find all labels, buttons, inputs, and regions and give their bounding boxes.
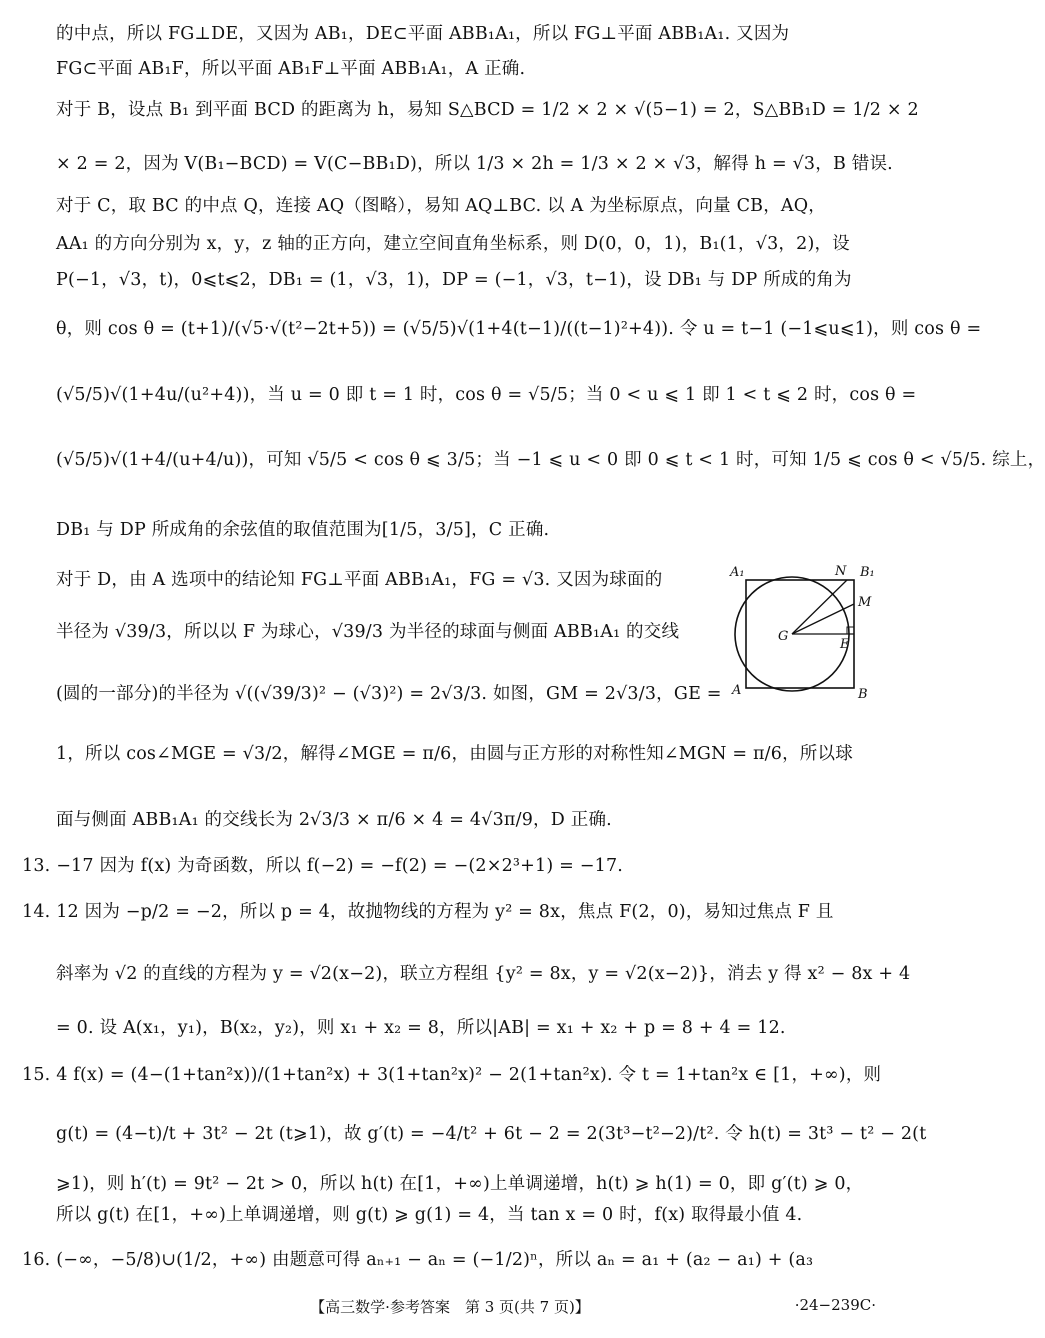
text-line-18: 14. 12 因为 −p/2 = −2，所以 p = 4，故抛物线的方程为 y² = 8x，焦点 F(2，0)，易知过焦点 F 且 [22, 902, 834, 922]
text-line-15: 1，所以 cos∠MGE = √3/2，解得∠MGE = π/6，由圆与正方形的对称性知∠MGN = π/6，所以球 [56, 744, 853, 764]
label-N: N [835, 564, 847, 579]
text-line-12: 对于 D，由 A 选项中的结论知 FG⊥平面 ABB₁A₁，FG = √3. 又因为球面的 [56, 570, 663, 590]
label-E: E [840, 637, 850, 652]
footer-code: ·24−239C· [794, 1296, 876, 1314]
text-line-17: 13. −17 因为 f(x) 为奇函数，所以 f(−2) = −f(2) = −(2×2³+1) = −17. [22, 856, 624, 876]
text-line-4: × 2 = 2，因为 V(B₁−BCD) = V(C−BB₁D)，所以 1/3 × 2h = 1/3 × 2 × √3，解得 h = √3，B 错误. [56, 154, 893, 174]
text-line-24: 所以 g(t) 在[1，+∞)上单调递增，则 g(t) ⩾ g(1) = 4，当 tan x = 0 时，f(x) 取得最小值 4. [56, 1205, 803, 1225]
label-A: A [732, 683, 742, 698]
text-line-11: DB₁ 与 DP 所成角的余弦值的取值范围为[1/5，3/5]，C 正确. [56, 520, 550, 540]
text-line-23: ⩾1)，则 h′(t) = 9t² − 2t > 0，所以 h(t) 在[1，+∞)上单调递增，h(t) ⩾ h(1) = 0，即 g′(t) ⩾ 0， [56, 1174, 864, 1194]
page-footer [0, 1296, 900, 1320]
text-line-10: (√5/5)√(1+4/(u+4/u))，可知 √5/5 < cos θ ⩽ 3/5；当 −1 ⩽ u < 0 即 0 ⩽ t < 1 时，可知 1/5 ⩽ cos θ < √5/5. 综上， [56, 450, 1045, 470]
sphere-section-figure [728, 562, 888, 702]
text-line-16: 面与侧面 ABB₁A₁ 的交线长为 2√3/3 × π/6 × 4 = 4√3π/9，D 正确. [56, 810, 612, 830]
text-line-20: = 0. 设 A(x₁，y₁)，B(x₂，y₂)，则 x₁ + x₂ = 8，所以|AB| = x₁ + x₂ + p = 8 + 4 = 12. [56, 1018, 786, 1038]
text-line-21: 15. 4 f(x) = (4−(1+tan²x))/(1+tan²x) + 3(1+tan²x)² − 2(1+tan²x). 令 t = 1+tan²x ∈ [1，+∞)，则 [22, 1065, 882, 1085]
label-M: M [858, 595, 872, 610]
text-line-13: 半径为 √39/3，所以以 F 为球心，√39/3 为半径的球面与侧面 ABB₁A₁ 的交线 [56, 622, 680, 642]
text-line-6: AA₁ 的方向分别为 x，y，z 轴的正方向，建立空间直角坐标系，则 D(0，0，1)，B₁(1，√3，2)，设 [56, 234, 850, 254]
text-line-7: P(−1，√3，t)，0⩽t⩽2，DB₁ = (1，√3，1)，DP = (−1，√3，t−1)，设 DB₁ 与 DP 所成的角为 [56, 270, 852, 290]
text-line-5: 对于 C，取 BC 的中点 Q，连接 AQ（图略），易知 AQ⊥BC. 以 A 为坐标原点，向量 CB，AQ， [56, 196, 827, 216]
text-line-25: 16. (−∞，−5/8)∪(1/2，+∞) 由题意可得 aₙ₊₁ − aₙ = (−1/2)ⁿ，所以 aₙ = a₁ + (a₂ − a₁) + (a₃ [22, 1250, 814, 1270]
label-B1: B₁ [860, 565, 875, 580]
text-line-22: g(t) = (4−t)/t + 3t² − 2t (t⩾1)，故 g′(t) = −4/t² + 6t − 2 = 2(3t³−t²−2)/t². 令 h(t) = 3t³ − t² − 2(t [56, 1124, 927, 1144]
text-line-19: 斜率为 √2 的直线的方程为 y = √2(x−2)，联立方程组 {y² = 8x，y = √2(x−2)}，消去 y 得 x² − 8x + 4 [56, 964, 911, 984]
label-G: G [778, 629, 789, 644]
text-line-8: θ，则 cos θ = (t+1)/(√5·√(t²−2t+5)) = (√5/5)√(1+4(t−1)/((t−1)²+4)). 令 u = t−1 (−1⩽u⩽1)，则 cos θ = [56, 319, 982, 339]
text-line-9: (√5/5)√(1+4u/(u²+4))，当 u = 0 即 t = 1 时，cos θ = √5/5；当 0 < u ⩽ 1 即 1 < t ⩽ 2 时，cos θ = [56, 385, 917, 405]
text-line-3: 对于 B，设点 B₁ 到平面 BCD 的距离为 h，易知 S△BCD = 1/2 × 2 × √(5−1) = 2，S△BB₁D = 1/2 × 2 [56, 100, 919, 120]
text-line-1: 的中点，所以 FG⊥DE，又因为 AB₁，DE⊂平面 ABB₁A₁，所以 FG⊥平面 ABB₁A₁. 又因为 [56, 24, 790, 44]
text-line-2: FG⊂平面 AB₁F，所以平面 AB₁F⊥平面 ABB₁A₁，A 正确. [56, 59, 526, 79]
segment-GM [792, 604, 854, 634]
segment-GN [792, 580, 847, 634]
footer-title: 【高三数学·参考答案 第 3 页(共 7 页)】 [310, 1298, 590, 1316]
label-B: B [858, 687, 868, 702]
label-A1: A₁ [730, 565, 745, 580]
text-line-14: (圆的一部分)的半径为 √((√39/3)² − (√3)²) = 2√3/3. 如图，GM = 2√3/3，GE = [56, 684, 722, 704]
